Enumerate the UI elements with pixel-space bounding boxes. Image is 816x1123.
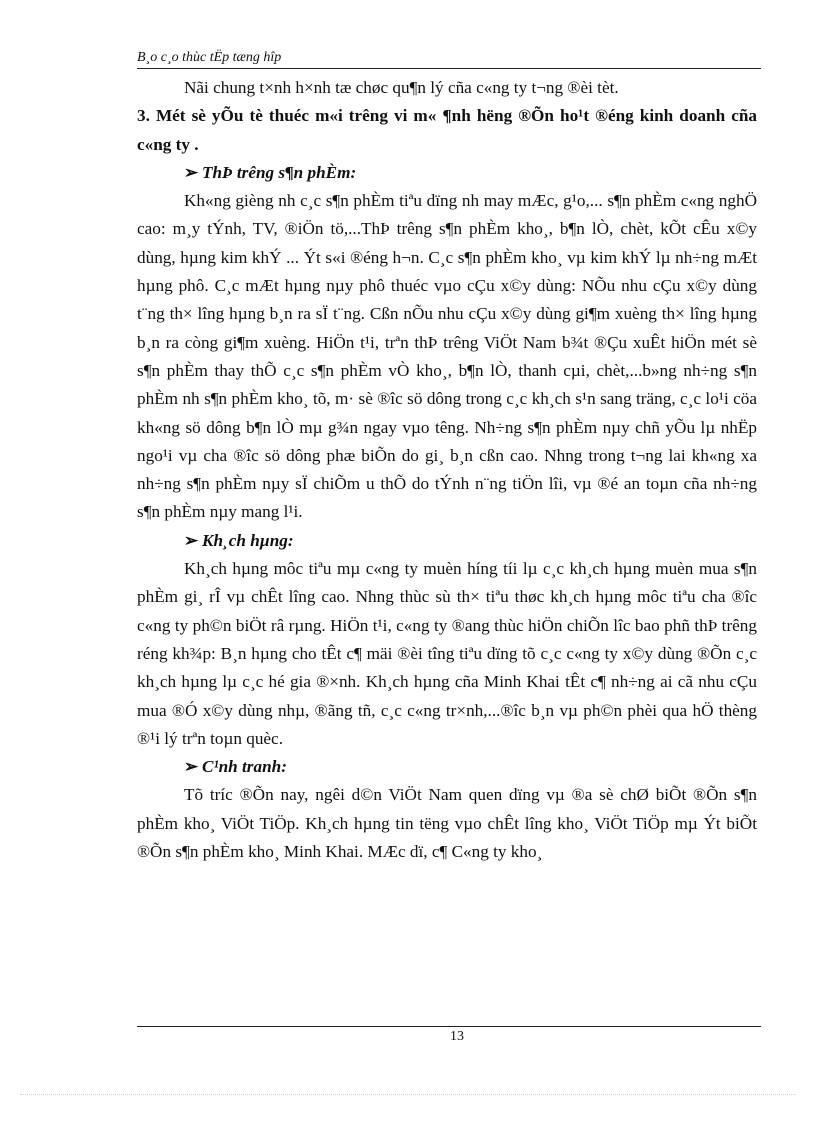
- paragraph-competition: Tõ tríc ®Õn nay, ngêi d©n ViÖt Nam quen dïng vµ ®a sè chØ biÕt ®Õn s¶n phÈm kho¸ ViÖt TiÖp. Kh¸ch hµng tin tëng vµo chÊt lîng kho¸ ViÖt TiÖp mµ Ýt biÕt ®Õn s¶n phÈm kho¸ Minh Khai. MÆc dï, c¶ C«ng ty kho¸: [137, 785, 757, 862]
- paragraph-intro: Nãi chung t×nh h×nh tæ chøc qu¶n lý cña c«ng ty t¬ng ®èi tèt.: [184, 78, 619, 97]
- arrowhead-bullet-icon: ➢: [184, 530, 199, 550]
- page-number: 13: [450, 1029, 464, 1044]
- header-divider: [137, 68, 761, 69]
- arrowhead-bullet-icon: ➢: [184, 757, 199, 777]
- paragraph-market: Kh«ng gièng nh c¸c s¶n phÈm tiªu dïng nh may mÆc, g¹o,... s¶n phÈm c«ng nghÖ cao: m¸y tÝnh, TV, ®iÖn tö,...ThÞ trêng s¶n phÈm kho¸, b¶n lÒ, chèt, kÕt cÊu x©y dùng, hµng kim khÝ ... Ýt s«i ®éng h¬n. C¸c s¶n phÈm kho¸ vµ kim khÝ lµ nh÷ng mÆt hµng phô. C¸c mÆt hµng nµy phô thuéc vµo cÇu x©y dùng: NÕu nhu cÇu x©y dùng t¨ng th× lîng hµng b¸n ra sÏ t¨ng. Cßn nÕu nhu cÇu x©y dùng gi¶m xuèng th× lîng hµng b¸n ra còng gi¶m xuèng. HiÖn t¹i, trªn thÞ trêng ViÖt Nam b¾t ®Çu xuÊt hiÖn mét sè s¶n phÈm thay thÕ c¸c s¶n phÈm vÒ kho¸, b¶n lÒ, thanh cµi, chèt,...b»ng nh÷ng s¶n phÈm nh s¶n phÈm kho¸ tõ, m· sè ®îc sö dông trong c¸c kh¸ch s¹n sang träng, c¸c lo¹i cöa kh«ng sö dông b¶n lÒ mµ g¾n ngay vµo têng. Nh÷ng s¶n phÈm nµy chñ yÕu lµ nhËp ngo¹i vµ cha ®îc sö dông phæ biÕn do gi¸ b¸n cßn cao. Nhng trong t¬ng lai kh«ng xa nh÷ng s¶n phÈm nµy sÏ chiÕm u thÕ do tÝnh n¨ng tiÖn lîi, vµ ®é an toµn cña nh÷ng s¶n phÈm nµy mang l¹i.: [137, 191, 757, 522]
- subheading-market: [137, 159, 757, 187]
- subheading-customers-text: Kh¸ch hµng:: [202, 530, 294, 550]
- arrowhead-bullet-icon: ➢: [184, 162, 199, 182]
- subheading-competition: [137, 753, 757, 781]
- section-heading-3: 3. Mét sè yÕu tè thuéc m«i trêng vi m« ¶nh hëng ®Õn ho¹t ®éng kinh doanh cña c«ng ty .: [137, 106, 757, 154]
- subheading-competition-text: C¹nh tranh:: [202, 757, 287, 777]
- footer-divider: [137, 1026, 761, 1027]
- subheading-customers: [137, 527, 757, 555]
- paragraph-customers: Kh¸ch hµng môc tiªu mµ c«ng ty muèn híng tíi lµ c¸c kh¸ch hµng muèn mua s¶n phÈm gi¸ rÎ vµ chÊt lîng cao. Nhng thùc sù th× tiªu thøc kh¸ch hµng môc tiªu cha ®îc c«ng ty ph©n biÖt râ rµng. HiÖn t¹i, c«ng ty ®ang thùc hiÖn chiÕn lîc bao phñ thÞ trêng réng kh¾p: B¸n hµng cho tÊt c¶ mäi ®èi tîng tiªu dïng tõ c¸c c«ng ty x©y dùng ®Õn c¸c kh¸ch hµng lµ c¸c hé gia ®×nh. Kh¸ch hµng cña Minh Khai tÊt c¶ nh÷ng ai cã nhu cÇu mua ®Ó x©y dùng nhµ, ®ãng tñ, c¸c c«ng tr×nh,...®îc b¸n vµ ph©n phèi qua hÖ thèng ®¹i lý trªn toµn quèc.: [137, 559, 757, 748]
- document-body: [137, 74, 757, 866]
- subheading-market-text: ThÞ trêng s¶n phÈm:: [202, 162, 357, 182]
- page-edge-dotted-line: [20, 1094, 796, 1095]
- running-header: B¸o c¸o thùc tËp tæng hîp: [137, 50, 282, 65]
